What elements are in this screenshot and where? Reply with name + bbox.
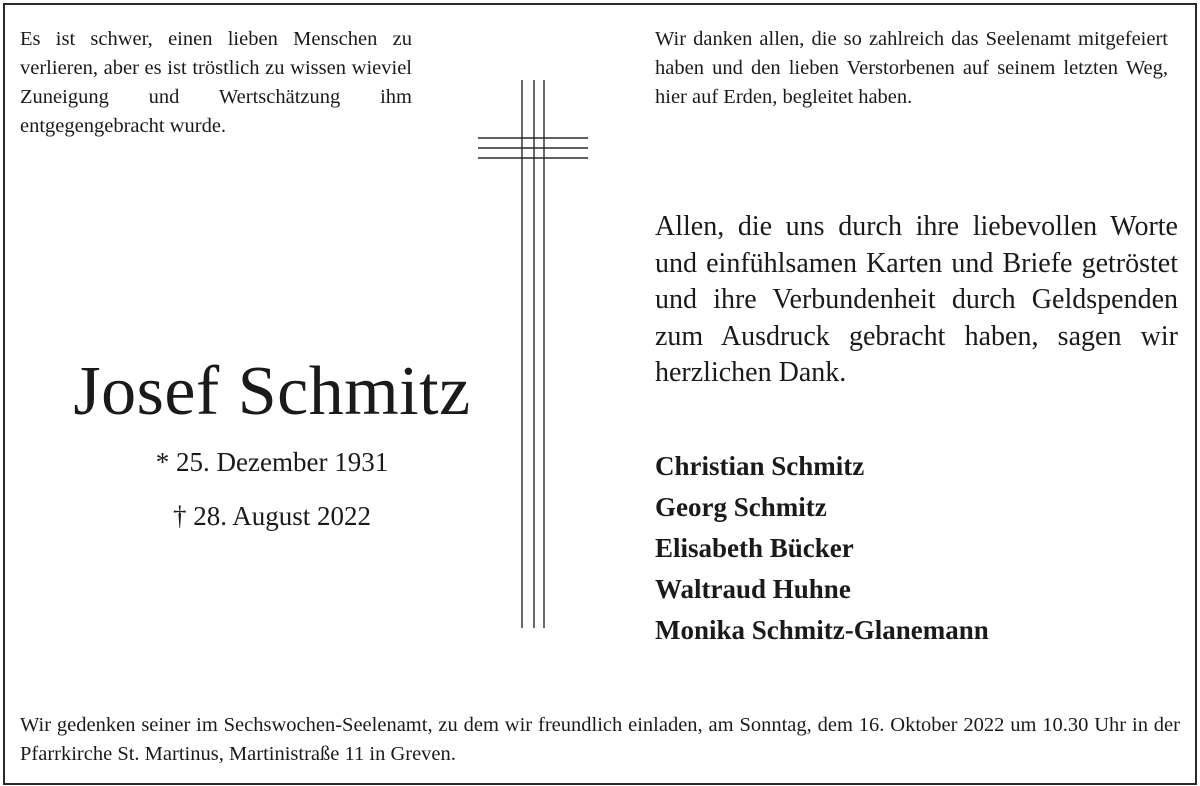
memorial-mass-announcement: Wir gedenken seiner im Sechswochen-Seelenamt, zu dem wir freundlich einladen, am Sonntag, dem 16. Oktober 2022 um 10.30 Uhr in der Pfarrkirche St. Martinus, Martinistraße 11 in Greven. (20, 714, 1180, 765)
deceased-name: Josef Schmitz (73, 353, 471, 430)
signers-list (655, 446, 989, 651)
signer-name: Christian Schmitz (655, 451, 865, 481)
signer-name: Elisabeth Bücker (655, 533, 854, 563)
signer-name: Georg Schmitz (655, 492, 827, 522)
birth-date: * 25. Dezember 1931 (155, 447, 389, 477)
death-date: † 28. August 2022 (172, 501, 372, 531)
thanks-mass-text: Wir danken allen, die so zahlreich das Seelenamt mitgefeiert haben und den lieben Verstorbenen auf seinem letzten Weg, hier auf Erden, begleitet haben. (655, 28, 1168, 108)
signer-name: Monika Schmitz-Glanemann (655, 615, 989, 645)
memorial-quote: Es ist schwer, einen lieben Menschen zu verlieren, aber es ist tröstlich zu wissen wieviel Zuneigung und Wertschätzung ihm entgegengebracht wurde. (20, 28, 412, 137)
signer-name: Waltraud Huhne (655, 574, 851, 604)
thanks-main-text: Allen, die uns durch ihre liebevollen Worte und einfühlsamen Karten und Briefe getröstet und ihre Verbundenheit durch Geldspenden zum Ausdruck gebracht haben, sagen wir herzlichen Dank. (655, 211, 1178, 388)
